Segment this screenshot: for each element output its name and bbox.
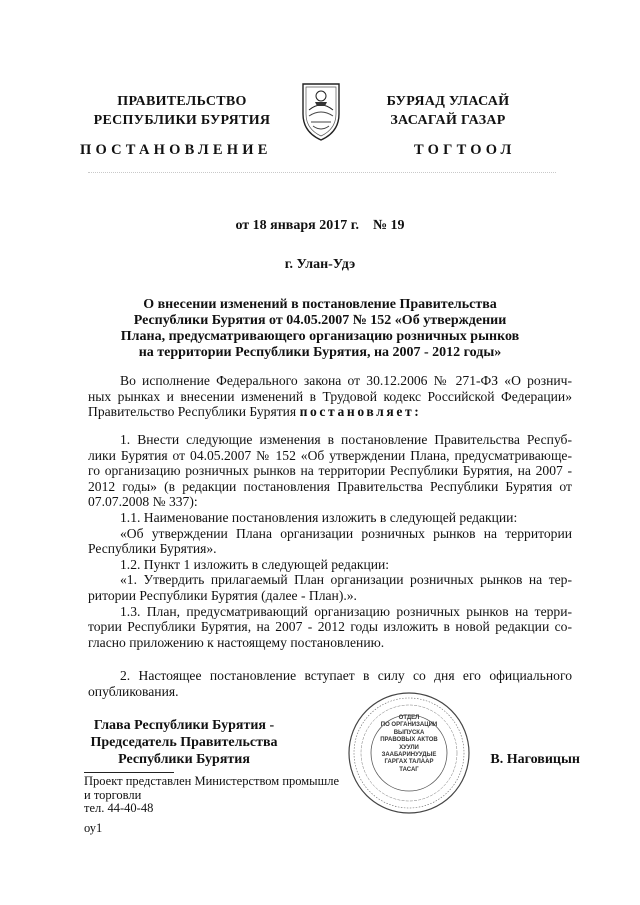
text-line: 07.07.2008 № 337): [88, 494, 198, 510]
coat-of-arms-icon [297, 80, 345, 142]
text-line: гласно приложению к настоящему постановлению. [88, 634, 385, 650]
decree-word: постановляет: [299, 404, 422, 420]
text-line: ных рынках и внесении изменений в Трудовой кодекс Российской Федерации» [88, 388, 572, 404]
header-right-line1: БУРЯАД УЛАСАЙ [386, 94, 510, 109]
text-line: лики Бурятия от 04.05.2007 № 152 «Об утверждении Плана, предусматривающе- [88, 447, 572, 463]
signatory-title [78, 717, 290, 768]
header-left-line1: ПРАВИТЕЛЬСТВО [117, 94, 247, 109]
title-line: Республики Бурятия от 04.05.2007 № 152 «Об утверждении [133, 313, 507, 328]
text-line: 1.2. Пункт 1 изложить в следующей редакции: [120, 556, 390, 572]
stamp-line: ЗААБАРИНУУДЫЕ [381, 752, 437, 759]
header-left-line2: РЕСПУБЛИКИ БУРЯТИЯ [93, 113, 271, 128]
title-line: на территории Республики Бурятия, на 2007 - 2012 годы» [138, 345, 502, 360]
text-line: Во исполнение Федерального закона от 30.12.2006 № 271-ФЗ «О рознич- [120, 373, 572, 388]
stamp-line: ВЫПУСКА [393, 729, 425, 736]
text-fragment: Правительство Республики Бурятия [88, 404, 300, 420]
signatory-line: Республики Бурятия [118, 752, 250, 767]
footer-line: Проект представлен Министерством промышле [84, 774, 339, 788]
footer-divider [84, 772, 174, 773]
footer-line: тел. 44-40-48 [84, 801, 154, 815]
doc-type-bua: ТОГТООЛ [414, 142, 516, 158]
signatory-line: Глава Республики Бурятия - [93, 718, 275, 733]
text-line: 1. Внести следующие изменения в постановление Правительства Респуб- [120, 432, 572, 447]
header-divider [88, 172, 556, 173]
header-right-line2: ЗАСАГАЙ ГАЗАР [390, 113, 506, 128]
date-number: от 18 января 2017 г. № 19 [235, 218, 405, 233]
stamp-line: ПО ОРГАНИЗАЦИИ [380, 722, 438, 729]
government-name-bua [358, 92, 538, 130]
government-name-ru [92, 92, 272, 130]
official-stamp [346, 690, 472, 816]
text-line: «Об утверждении Плана организации розничных рынков на территории [120, 525, 572, 541]
stamp-line: ТАСАГ [399, 766, 419, 773]
signatory-line: Председатель Правительства [90, 735, 278, 750]
document-title [0, 297, 640, 361]
doc-code: оу1 [84, 821, 103, 835]
text-line: го организацию розничных рынков на территории Республики Бурятия, на 2007 - [88, 463, 572, 479]
text-line: 1.1. Наименование постановления изложить в следующей редакции: [120, 509, 518, 525]
text-line: 2012 годы» (в редакции постановления Правительства Республики Бурятия от [88, 478, 572, 494]
text-line: 1.3. План, предусматривающий организацию розничных рынков на терри- [120, 603, 572, 619]
city: г. Улан-Удэ [284, 257, 356, 272]
stamp-text [346, 715, 472, 774]
stamp-line: ОТДЕЛ [398, 715, 420, 721]
stamp-line: ПРАВОВЫХ АКТОВ [380, 737, 438, 744]
paragraph-2 [88, 668, 572, 699]
text-line: ритории Республики Бурятия (далее - План).». [88, 587, 357, 603]
text-line: «1. Утвердить прилагаемый План организации розничных рынков на тер- [120, 572, 572, 588]
text-line: 2. Настоящее постановление вступает в силу со дня его официального [120, 668, 572, 683]
doc-type-ru: ПОСТАНОВЛЕНИЕ [80, 142, 272, 158]
text-line: опубликования. [88, 683, 179, 699]
stamp-line: ХУУЛИ [399, 744, 419, 751]
title-line: Плана, предусматривающего организацию розничных рынков [120, 329, 520, 344]
signatory-name: В. Наговицын [490, 752, 580, 767]
footer-note [84, 775, 354, 816]
intro-paragraph [88, 373, 572, 420]
paragraph-1 [88, 432, 572, 650]
title-line: О внесении изменений в постановление Правительства [143, 297, 497, 312]
footer-line: и торговли [84, 787, 142, 802]
stamp-line: ГАРГАХ ТАЛААР [384, 759, 434, 766]
text-line: тории Республики Бурятия, на 2007 - 2012 годы изложить в новой редакции со- [88, 619, 572, 635]
text-line [88, 404, 572, 420]
text-line: Республики Бурятия». [88, 541, 217, 557]
